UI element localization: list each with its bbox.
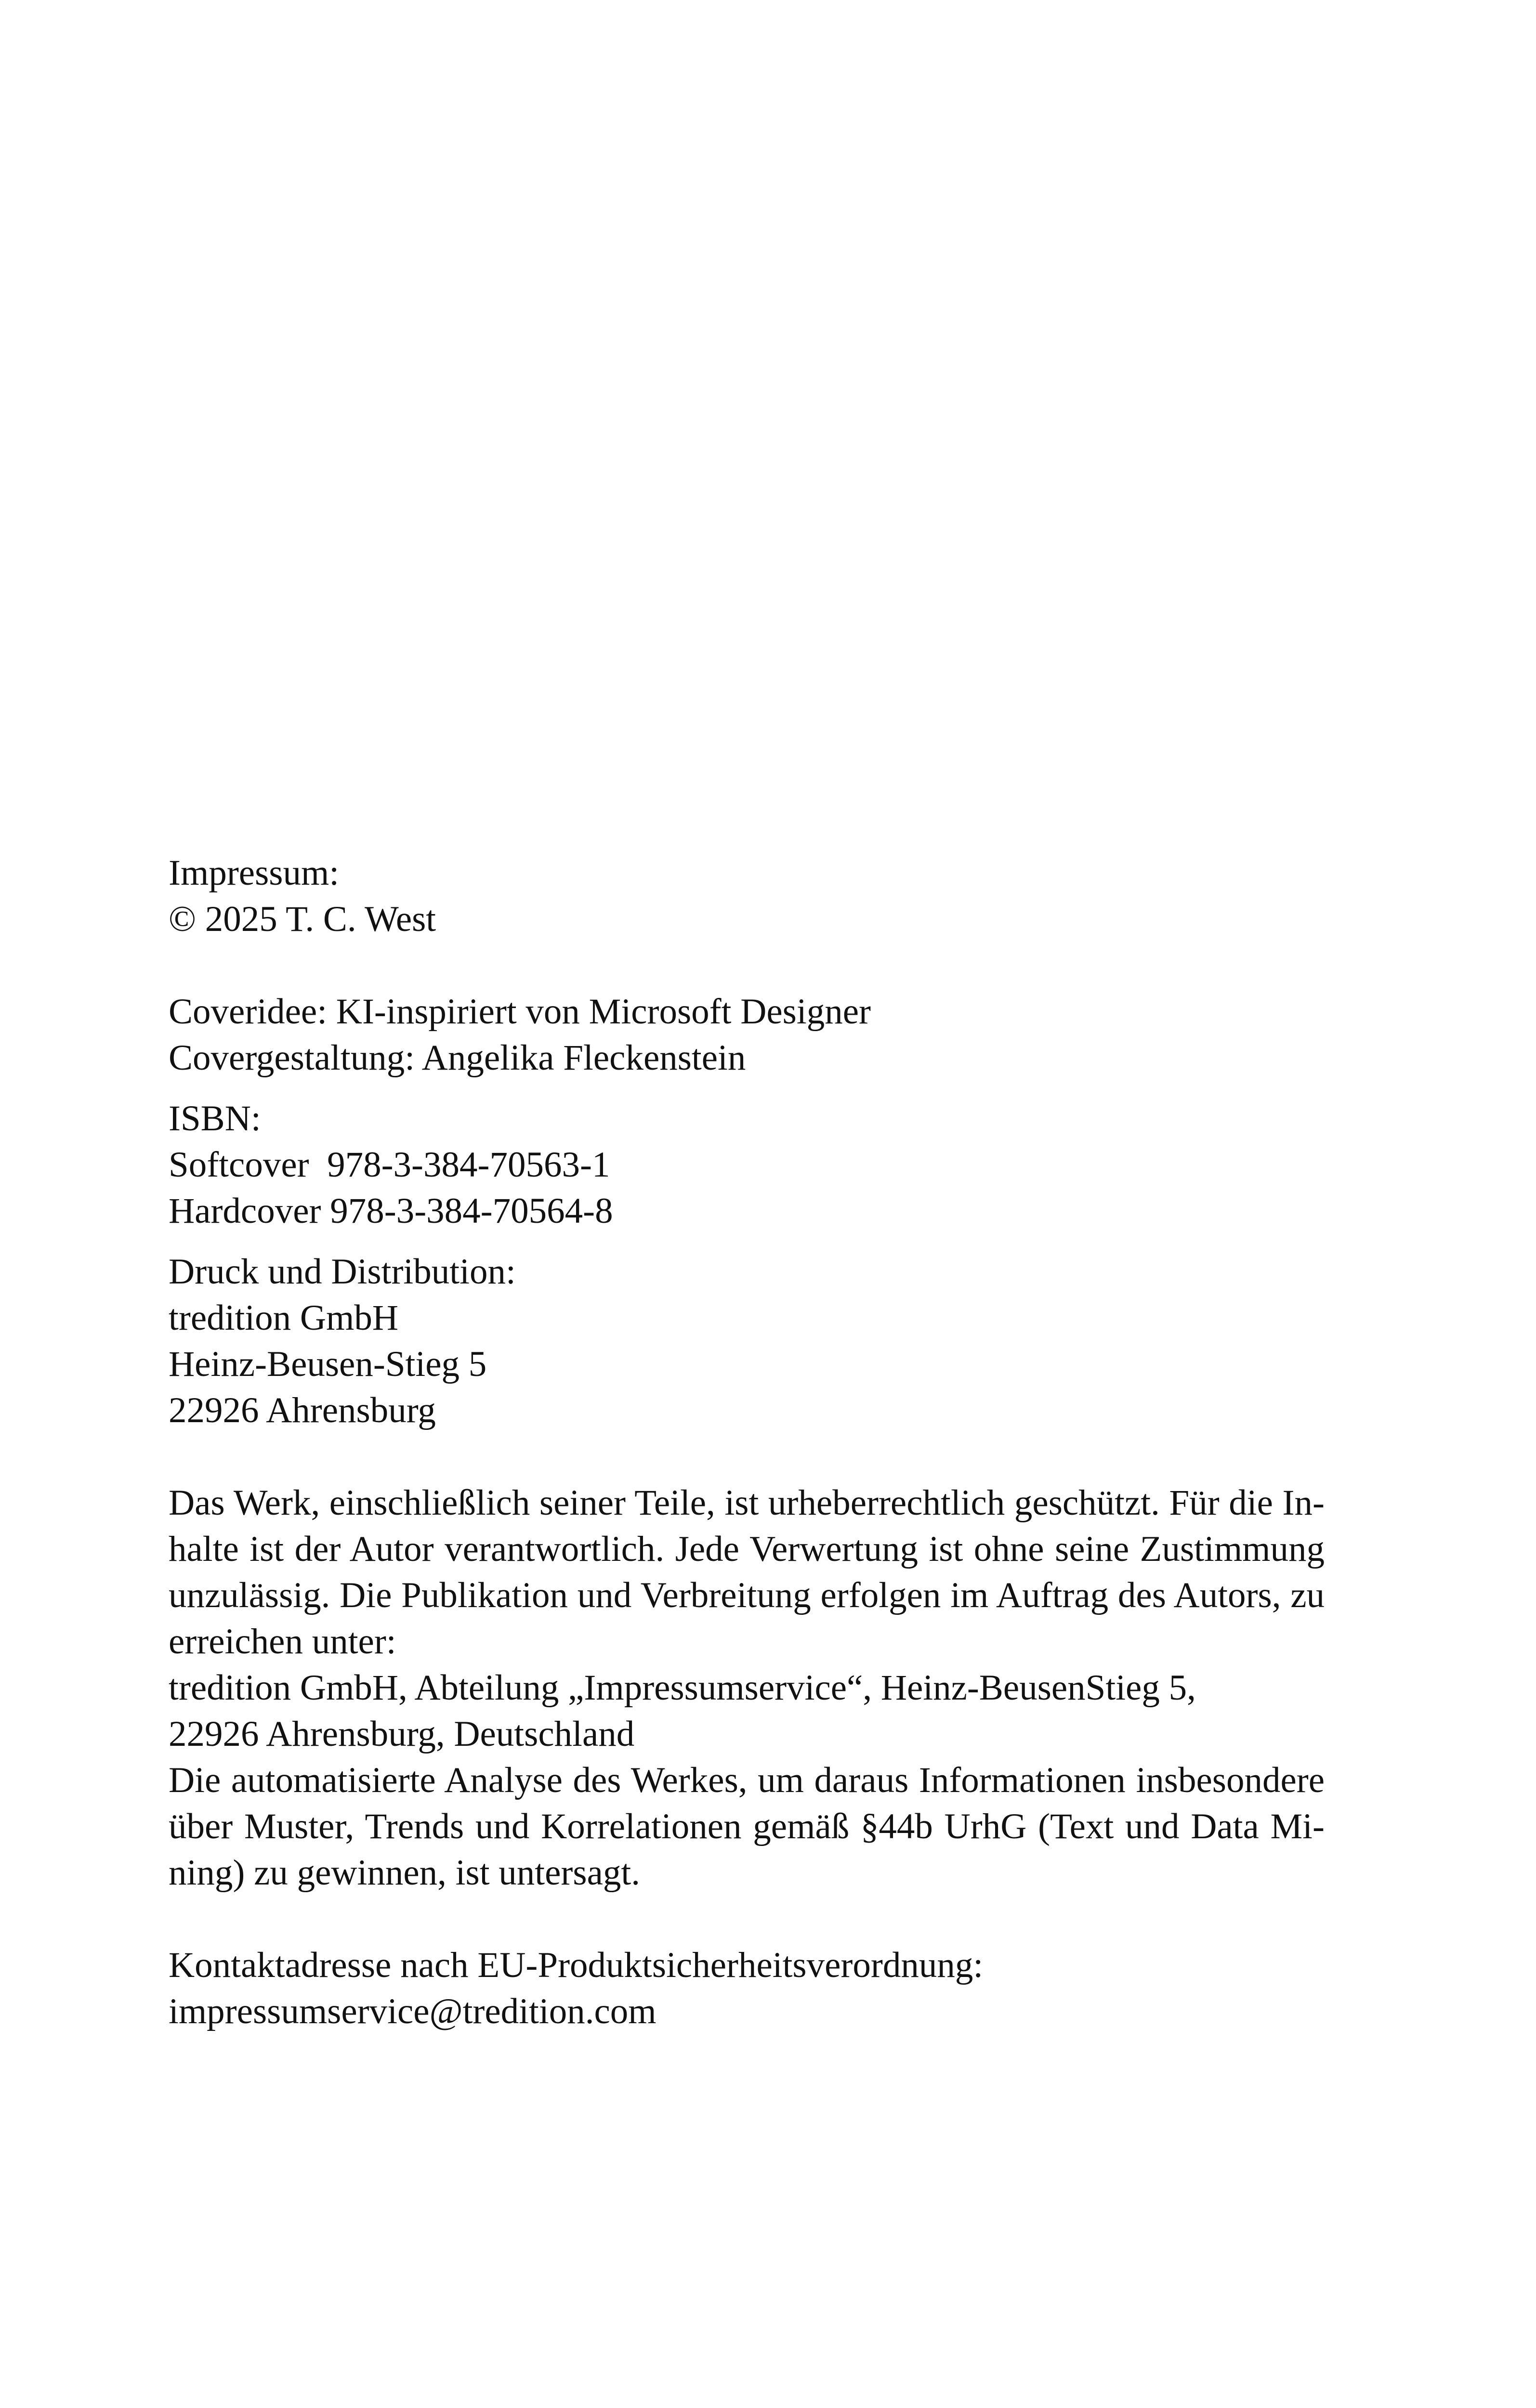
legal-line: halte ist der Autor verantwortlich. Jede Verwertung ist ohne seine Zustimmung (169, 1529, 1325, 1569)
contact-section (169, 1942, 1325, 2035)
isbn-hardcover: Hardcover 978-3-384-70564-8 (169, 1191, 613, 1231)
cover-design: Covergestaltung: Angelika Fleckenstein (169, 1038, 746, 1078)
legal-line: tredition GmbH, Abteilung „Impressumservice“, Heinz-BeusenStieg 5, (169, 1668, 1196, 1708)
isbn-label: ISBN: (169, 1099, 261, 1139)
contact-email: impressumservice@tredition.com (169, 1991, 656, 2031)
distribution-city: 22926 Ahrensburg (169, 1390, 436, 1430)
distribution-label: Druck und Distribution: (169, 1252, 516, 1292)
legal-line: unzulässig. Die Publikation und Verbreitung erfolgen im Auftrag des Autors, zu (169, 1575, 1325, 1615)
isbn-softcover: Softcover 978-3-384-70563-1 (169, 1145, 610, 1185)
impressum-heading: Impressum: (169, 853, 340, 893)
distribution-section (169, 1249, 1325, 1434)
legal-line: 22926 Ahrensburg, Deutschland (169, 1714, 635, 1754)
legal-line: über Muster, Trends und Korrelationen gemäß §44b UrhG (Text und Data Mi- (169, 1806, 1325, 1846)
imprint-page (169, 850, 1325, 2035)
contact-label: Kontaktadresse nach EU-Produktsicherheitsverordnung: (169, 1945, 984, 1985)
distribution-company: tredition GmbH (169, 1298, 399, 1338)
isbn-section (169, 1096, 1325, 1234)
legal-line: erreichen unter: (169, 1622, 396, 1662)
cover-credits (169, 989, 1325, 1081)
impressum-section (169, 850, 1325, 942)
legal-line: Die automatisierte Analyse des Werkes, um daraus Informationen insbesondere (169, 1760, 1325, 1800)
cover-idea: Coveridee: KI-inspiriert von Microsoft Designer (169, 992, 871, 1032)
copyright-line: © 2025 T. C. West (169, 899, 436, 939)
legal-line: Das Werk, einschließlich seiner Teile, ist urheberrechtlich geschützt. Für die In- (169, 1483, 1325, 1523)
distribution-street: Heinz-Beusen-Stieg 5 (169, 1344, 487, 1384)
legal-notice (169, 1480, 1325, 1896)
legal-line: ning) zu gewinnen, ist untersagt. (169, 1853, 640, 1893)
